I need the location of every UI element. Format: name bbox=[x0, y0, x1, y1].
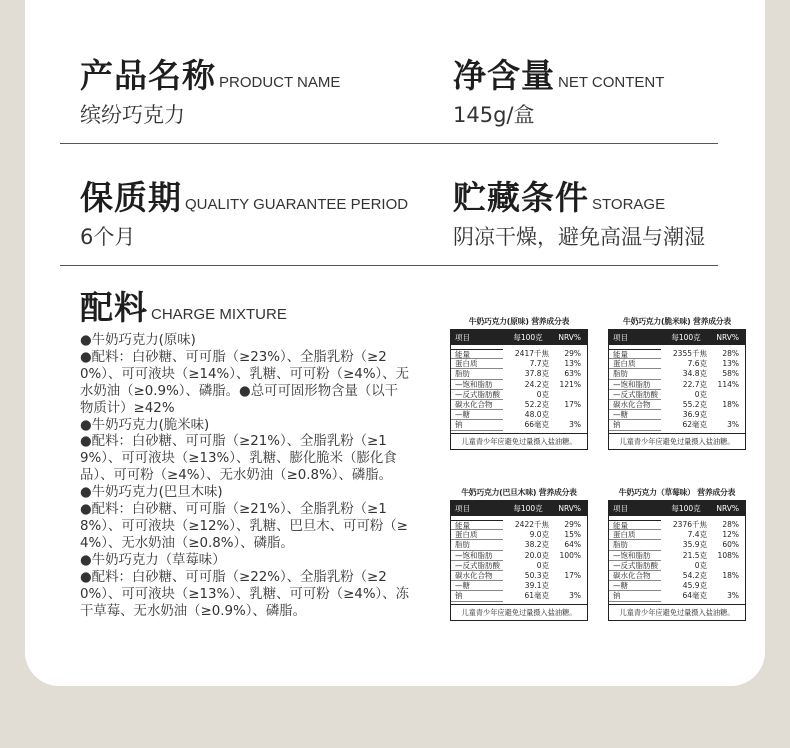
nutrient-nrv: 3% bbox=[727, 591, 739, 601]
nutrient-per100g: 0克 bbox=[694, 560, 707, 570]
nutrient-name: 能量 bbox=[451, 520, 503, 530]
nutrition-row bbox=[609, 349, 745, 359]
nutrient-per100g: 7.6克 bbox=[687, 359, 707, 369]
nutrition-table-header bbox=[609, 330, 745, 345]
nutrition-row bbox=[609, 581, 745, 591]
nutrition-row bbox=[451, 540, 587, 550]
nutrient-name: 蛋白质 bbox=[609, 359, 661, 369]
ingredient-line: ●牛奶巧克力（草莓味） bbox=[80, 552, 226, 568]
nutrient-name: —反式脂肪酸 bbox=[609, 561, 661, 571]
header-nrv: NRV% bbox=[716, 504, 739, 513]
quality-period-title: 保质期 bbox=[80, 178, 182, 217]
nutrition-row bbox=[451, 380, 587, 390]
nutrition-row bbox=[609, 410, 745, 420]
nutrient-name: 蛋白质 bbox=[451, 530, 503, 540]
ingredient-line: ●牛奶巧克力(脆米味) bbox=[80, 417, 210, 433]
storage-value: 阴凉干燥，避免高温与潮湿 bbox=[453, 225, 705, 249]
nutrient-nrv bbox=[711, 561, 745, 571]
nutrient-per100g: 9.0克 bbox=[529, 530, 549, 540]
nutrient-nrv bbox=[553, 581, 587, 591]
nutrition-row bbox=[451, 359, 587, 369]
nutrient-name: —糖 bbox=[451, 581, 503, 591]
nutrition-table-title: 牛奶巧克力(巴旦木味) 营养成分表 bbox=[461, 488, 577, 497]
nutrient-name: 能量 bbox=[609, 520, 661, 530]
nutrient-per100g: 61毫克 bbox=[524, 591, 549, 601]
nutrient-nrv bbox=[553, 561, 587, 571]
nutrient-name: —糖 bbox=[609, 410, 661, 420]
header-nrv: NRV% bbox=[558, 333, 581, 342]
nutrient-per100g: 20.0克 bbox=[524, 550, 549, 560]
nutrient-nrv: 58% bbox=[722, 369, 739, 379]
nutrition-row bbox=[609, 520, 745, 530]
nutrient-nrv: 64% bbox=[564, 540, 581, 550]
nutrient-nrv: 13% bbox=[722, 359, 739, 369]
nutrient-nrv: 28% bbox=[722, 520, 739, 529]
nutrition-table-header bbox=[609, 501, 745, 516]
nutrient-per100g: 54.2克 bbox=[682, 570, 707, 580]
nutrient-per100g: 0克 bbox=[536, 389, 549, 399]
nutrient-per100g: 7.4克 bbox=[687, 530, 707, 540]
net-content-title: 净含量 bbox=[453, 56, 555, 95]
nutrient-name: —糖 bbox=[609, 581, 661, 591]
nutrition-row bbox=[609, 359, 745, 369]
nutrient-nrv: 28% bbox=[722, 349, 739, 358]
nutrition-table-header bbox=[451, 330, 587, 345]
nutrient-name: 碳水化合物 bbox=[609, 571, 661, 581]
nutrient-name: —饱和脂肪 bbox=[451, 551, 503, 561]
nutrition-row bbox=[451, 530, 587, 540]
nutrition-row bbox=[609, 390, 745, 400]
product-name-title-en: PRODUCT NAME bbox=[219, 74, 341, 91]
ingredient-line: ●牛奶巧克力(巴旦木味) bbox=[80, 485, 223, 501]
nutrient-nrv: 100% bbox=[559, 550, 581, 560]
storage-section bbox=[453, 172, 705, 251]
nutrient-per100g: 45.9克 bbox=[682, 581, 707, 591]
nutrition-row bbox=[609, 571, 745, 581]
nutrient-per100g: 36.9克 bbox=[682, 410, 707, 420]
nutrition-row bbox=[609, 561, 745, 571]
nutrient-nrv: 29% bbox=[564, 520, 581, 529]
nutrient-name: —反式脂肪酸 bbox=[609, 390, 661, 400]
storage-title: 贮藏条件 bbox=[453, 178, 589, 217]
header-per: 每100克 bbox=[671, 333, 701, 342]
header-item: 项目 bbox=[613, 504, 628, 513]
nutrient-nrv: 15% bbox=[564, 530, 581, 540]
nutrient-per100g: 66毫克 bbox=[524, 420, 549, 430]
nutrient-nrv: 63% bbox=[564, 369, 581, 379]
quality-period-section bbox=[80, 172, 408, 251]
ingredients-section bbox=[80, 282, 287, 329]
nutrient-name: 钠 bbox=[451, 591, 503, 601]
nutrient-nrv: 13% bbox=[564, 359, 581, 369]
ingredients-title: 配料 bbox=[80, 288, 148, 327]
nutrition-table bbox=[450, 486, 588, 621]
nutrition-table-title: 牛奶巧克力(脆米味) 营养成分表 bbox=[623, 317, 731, 326]
nutrient-per100g: 2376千焦 bbox=[672, 520, 707, 529]
nutrition-row bbox=[609, 540, 745, 550]
nutrient-name: 脂肪 bbox=[609, 369, 661, 379]
nutrient-name: 能量 bbox=[609, 349, 661, 359]
product-name-title: 产品名称 bbox=[80, 56, 216, 95]
header-item: 项目 bbox=[613, 333, 628, 342]
nutrition-row bbox=[609, 400, 745, 410]
nutrient-name: 蛋白质 bbox=[451, 359, 503, 369]
nutrient-per100g: 64毫克 bbox=[682, 591, 707, 601]
nutrient-name: 脂肪 bbox=[609, 540, 661, 550]
storage-title-en: STORAGE bbox=[592, 196, 666, 213]
nutrient-nrv: 17% bbox=[564, 399, 581, 409]
nutrient-nrv bbox=[553, 390, 587, 400]
nutrient-nrv: 121% bbox=[559, 379, 581, 389]
nutrient-per100g: 22.7克 bbox=[682, 379, 707, 389]
nutrition-table bbox=[608, 486, 746, 621]
nutrition-row bbox=[609, 420, 745, 430]
ingredient-line: ●配料：白砂糖、可可脂（≥21%）、全脂乳粉（≥19%）、可可液块（≥13%）、乳糖、膨化脆米（膨化食品）、可可粉（≥4%）、无水奶油（≥0.8%）、磷脂。 bbox=[80, 434, 397, 484]
ingredients-title-en: CHARGE MIXTURE bbox=[151, 306, 287, 323]
nutrition-row bbox=[451, 349, 587, 359]
header-per: 每100克 bbox=[513, 333, 543, 342]
nutrition-row bbox=[609, 551, 745, 561]
ingredient-line: ●配料：白砂糖、可可脂（≥23%）、全脂乳粉（≥20%）、可可液块（≥14%）、乳糖、可可粉（≥4%）、无水奶油（≥0.9%）、磷脂。●总可可固形物含量（以干物质计）≥42% bbox=[80, 349, 410, 416]
nutrient-name: 钠 bbox=[609, 420, 661, 430]
nutrient-per100g: 62毫克 bbox=[682, 420, 707, 430]
nutrient-per100g: 55.2克 bbox=[682, 399, 707, 409]
nutrient-nrv: 3% bbox=[727, 420, 739, 430]
nutrient-nrv bbox=[711, 390, 745, 400]
nutrient-per100g: 2355千焦 bbox=[672, 349, 707, 358]
nutrient-name: —饱和脂肪 bbox=[451, 380, 503, 390]
nutrient-per100g: 2422千焦 bbox=[514, 520, 549, 529]
nutrient-nrv bbox=[711, 410, 745, 420]
nutrition-row bbox=[451, 561, 587, 571]
net-content-title-en: NET CONTENT bbox=[558, 74, 665, 91]
quality-period-value: 6个月 bbox=[80, 225, 136, 249]
nutrition-row bbox=[451, 390, 587, 400]
header-item: 项目 bbox=[455, 504, 470, 513]
nutrition-footer: 儿童青少年应避免过量摄入盐油糖。 bbox=[619, 436, 735, 446]
divider bbox=[60, 143, 718, 144]
net-content-section bbox=[453, 50, 664, 129]
nutrition-row bbox=[609, 380, 745, 390]
quality-period-title-en: QUALITY GUARANTEE PERIOD bbox=[185, 196, 409, 213]
nutrition-row bbox=[451, 410, 587, 420]
nutrient-per100g: 34.8克 bbox=[682, 369, 707, 379]
nutrient-nrv: 29% bbox=[564, 349, 581, 358]
nutrient-nrv: 12% bbox=[722, 530, 739, 540]
nutrient-per100g: 2417千焦 bbox=[514, 349, 549, 358]
nutrient-per100g: 50.3克 bbox=[524, 570, 549, 580]
nutrient-nrv: 114% bbox=[717, 379, 739, 389]
nutrition-footer: 儿童青少年应避免过量摄入盐油糖。 bbox=[461, 436, 577, 446]
nutrient-nrv: 17% bbox=[564, 570, 581, 580]
nutrition-table-title: 牛奶巧克力（草莓味） 营养成分表 bbox=[618, 488, 736, 497]
nutrient-per100g: 7.7克 bbox=[529, 359, 549, 369]
nutrient-per100g: 21.5克 bbox=[682, 550, 707, 560]
ingredient-line: ●配料：白砂糖、可可脂（≥22%）、全脂乳粉（≥20%）、可可液块（≥13%）、乳糖、可可粉（≥4%）、冻干草莓、无水奶油（≥0.9%）、磷脂。 bbox=[80, 569, 410, 619]
nutrient-per100g: 24.2克 bbox=[524, 379, 549, 389]
nutrient-nrv: 18% bbox=[722, 399, 739, 409]
nutrition-footer: 儿童青少年应避免过量摄入盐油糖。 bbox=[619, 607, 735, 617]
ingredient-line: ●牛奶巧克力(原味) bbox=[80, 333, 196, 348]
nutrition-table bbox=[608, 315, 746, 450]
nutrition-table-box bbox=[608, 500, 746, 621]
nutrient-per100g: 35.9克 bbox=[682, 540, 707, 550]
header-per: 每100克 bbox=[513, 504, 543, 513]
nutrient-per100g: 0克 bbox=[694, 389, 707, 399]
nutrition-footer: 儿童青少年应避免过量摄入盐油糖。 bbox=[461, 607, 577, 617]
nutrition-row bbox=[609, 591, 745, 601]
nutrient-name: 碳水化合物 bbox=[451, 571, 503, 581]
nutrition-row bbox=[451, 551, 587, 561]
nutrient-name: 碳水化合物 bbox=[451, 400, 503, 410]
nutrition-row bbox=[451, 400, 587, 410]
nutrient-per100g: 37.8克 bbox=[524, 369, 549, 379]
nutrient-name: 能量 bbox=[451, 349, 503, 359]
header-nrv: NRV% bbox=[558, 504, 581, 513]
ingredients-list bbox=[80, 333, 410, 620]
nutrition-row bbox=[451, 571, 587, 581]
nutrient-name: 蛋白质 bbox=[609, 530, 661, 540]
nutrition-row bbox=[609, 530, 745, 540]
header-nrv: NRV% bbox=[716, 333, 739, 342]
ingredient-line: ●配料：白砂糖、可可脂（≥21%）、全脂乳粉（≥18%）、可可液块（≥12%）、乳糖、巴旦木、可可粉（≥4%）、无水奶油（≥0.8%）、磷脂。 bbox=[80, 502, 408, 551]
nutrient-name: 钠 bbox=[451, 420, 503, 430]
nutrient-name: 碳水化合物 bbox=[609, 400, 661, 410]
nutrient-name: —反式脂肪酸 bbox=[451, 390, 503, 400]
nutrition-row bbox=[451, 591, 587, 601]
nutrition-table bbox=[450, 315, 588, 450]
nutrient-name: 脂肪 bbox=[451, 540, 503, 550]
net-content-value: 145g/盒 bbox=[453, 103, 535, 127]
nutrient-nrv bbox=[553, 410, 587, 420]
nutrition-table-title: 牛奶巧克力(原味) 营养成分表 bbox=[468, 317, 570, 326]
nutrient-per100g: 39.1克 bbox=[524, 581, 549, 591]
nutrition-table-header bbox=[451, 501, 587, 516]
nutrition-table-box bbox=[450, 500, 588, 621]
nutrient-per100g: 52.2克 bbox=[524, 399, 549, 409]
product-name-value: 缤纷巧克力 bbox=[80, 103, 185, 127]
nutrient-name: —饱和脂肪 bbox=[609, 380, 661, 390]
nutrient-per100g: 0克 bbox=[536, 560, 549, 570]
nutrient-nrv: 3% bbox=[569, 420, 581, 430]
nutrition-table-box bbox=[608, 329, 746, 450]
nutrition-row bbox=[451, 369, 587, 379]
nutrient-nrv: 3% bbox=[569, 591, 581, 601]
nutrient-name: 脂肪 bbox=[451, 369, 503, 379]
nutrition-row bbox=[451, 581, 587, 591]
header-per: 每100克 bbox=[671, 504, 701, 513]
nutrient-nrv: 18% bbox=[722, 570, 739, 580]
nutrition-table-box bbox=[450, 329, 588, 450]
nutrient-name: —饱和脂肪 bbox=[609, 551, 661, 561]
nutrient-name: —糖 bbox=[451, 410, 503, 420]
nutrient-nrv: 108% bbox=[717, 550, 739, 560]
nutrient-per100g: 48.0克 bbox=[524, 410, 549, 420]
nutrient-name: 钠 bbox=[609, 591, 661, 601]
nutrient-name: —反式脂肪酸 bbox=[451, 561, 503, 571]
divider bbox=[60, 265, 718, 266]
nutrient-per100g: 38.2克 bbox=[524, 540, 549, 550]
nutrition-row bbox=[451, 420, 587, 430]
nutrient-nrv: 60% bbox=[722, 540, 739, 550]
nutrient-nrv bbox=[711, 581, 745, 591]
product-name-section bbox=[80, 50, 340, 129]
nutrition-row bbox=[451, 520, 587, 530]
header-item: 项目 bbox=[455, 333, 470, 342]
nutrition-row bbox=[609, 369, 745, 379]
